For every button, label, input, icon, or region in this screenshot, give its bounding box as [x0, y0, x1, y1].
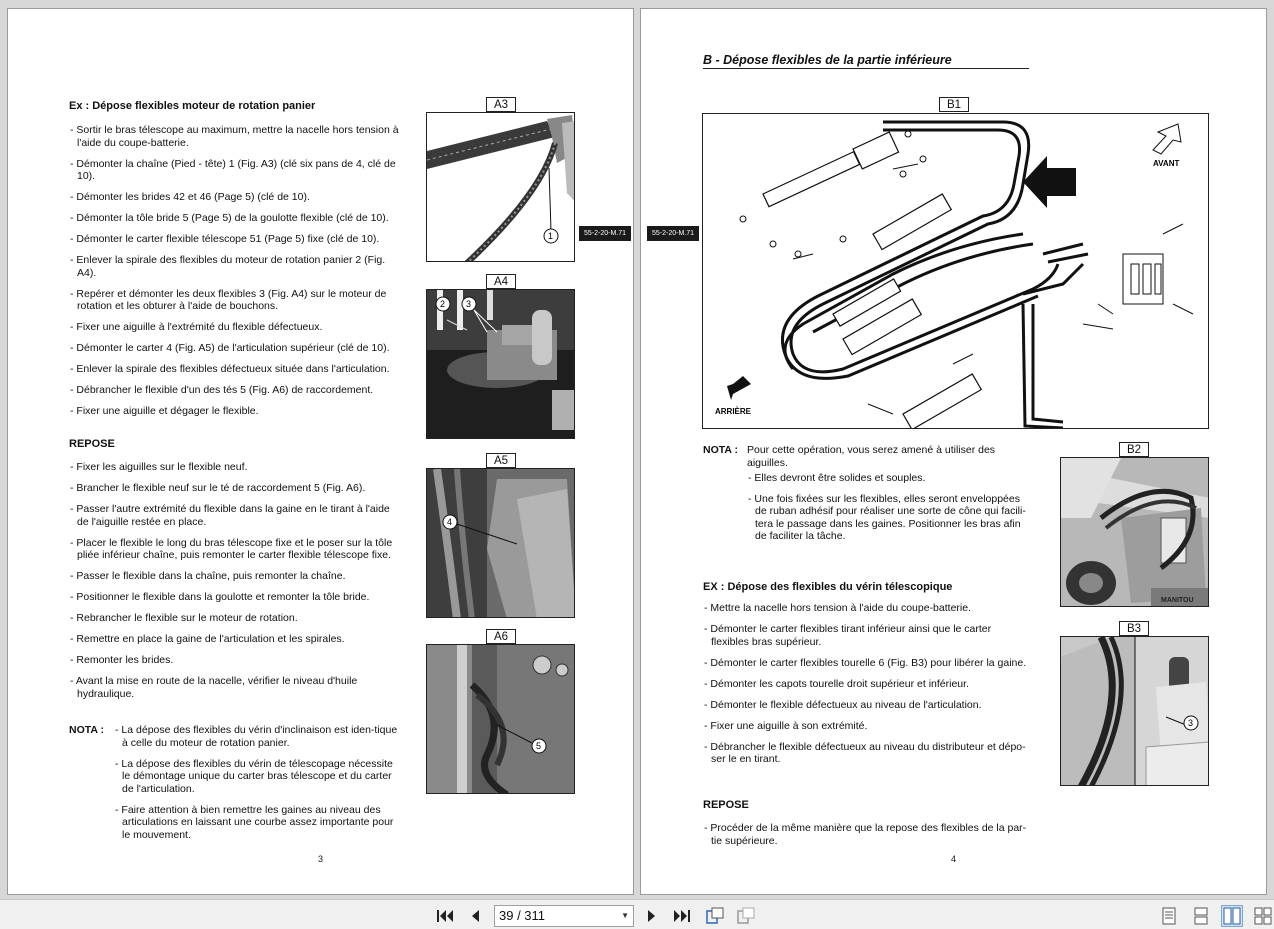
- repose-step-item: - Placer le flexible le long du bras télescope fixe et le poser sur la tôle pliée inférieur chaîne, puis remonter le carter flexible télescope fixe.: [69, 537, 399, 562]
- reference-tag-right: 55-2-20-M.71: [647, 226, 699, 241]
- chevron-down-icon[interactable]: ▼: [621, 911, 629, 920]
- step-item: - Fixer une aiguille à l'extrémité du flexible défectueux.: [69, 321, 399, 334]
- previous-page-icon: [468, 908, 482, 924]
- figure-a5: [426, 468, 575, 618]
- callout-a3-1: 1: [548, 231, 554, 241]
- nota-item: - La dépose des flexibles du vérin de télescopage nécessite le démontage unique du carter bras télescope et du carter de l'articulation.: [114, 758, 399, 796]
- page-right: [640, 8, 1267, 895]
- step-item: - Démonter la chaîne (Pied - tête) 1 (Fig. A3) (clé six pans de 4, clé de 10).: [69, 158, 399, 183]
- page-number-right: 4: [951, 854, 957, 864]
- figure-label-a5: A5: [486, 453, 516, 468]
- step-item: - Fixer une aiguille à son extrémité.: [703, 720, 1031, 733]
- nota-item: - Elles devront être solides et souples.: [747, 472, 1029, 485]
- right-nota: [703, 444, 1029, 554]
- repose-step-item: - Passer l'autre extrémité du flexible dans la gaine en le tirant à l'aide de l'aiguille restée en place.: [69, 503, 399, 528]
- callout-a6-5: 5: [536, 741, 542, 751]
- step-item: - Démonter le carter flexibles tourelle 6 (Fig. B3) pour libérer la gaine.: [703, 657, 1031, 670]
- right-heading: EX : Dépose des flexibles du vérin télescopique: [703, 581, 953, 593]
- left-repose-heading: REPOSE: [69, 438, 115, 450]
- callout-a5-4: 4: [447, 517, 453, 527]
- step-item: - Sortir le bras télescope au maximum, mettre la nacelle hors tension à l'aide du coupe-batterie.: [69, 124, 399, 149]
- step-item: - Débrancher le flexible défectueux au niveau du distributeur et dépo-ser le en tirant.: [703, 741, 1031, 766]
- step-item: - Démonter le carter flexibles tirant inférieur ainsi que le carter flexibles bras supérieur.: [703, 623, 1031, 648]
- figure-a4: [426, 289, 575, 439]
- brand-text: MANITOU: [1161, 597, 1194, 604]
- rotate-right-icon: [736, 907, 756, 925]
- step-item: - Démonter le flexible défectueux au niveau de l'articulation.: [703, 699, 1031, 712]
- rear-label: ARRIÈRE: [715, 407, 752, 416]
- figure-label-a4: A4: [486, 274, 516, 289]
- step-item: - Mettre la nacelle hors tension à l'aide du coupe-batterie.: [703, 602, 1031, 615]
- figure-b1: [702, 113, 1209, 429]
- step-item: - Démonter les brides 42 et 46 (Page 5) (clé de 10).: [69, 191, 399, 204]
- left-steps-list: [69, 124, 399, 418]
- step-item: - Fixer une aiguille et dégager le flexible.: [69, 405, 399, 418]
- previous-page-button[interactable]: [465, 906, 485, 926]
- callout-a4-2: 2: [440, 299, 446, 309]
- repose-step-item: - Remettre en place la gaine de l'articulation et les spirales.: [69, 633, 399, 646]
- repose-step-item: - Positionner le flexible dans la goulotte et remonter la tôle bride.: [69, 591, 399, 604]
- two-page-icon: [1223, 907, 1241, 925]
- repose-step-item: - Brancher le flexible neuf sur le té de raccordement 5 (Fig. A6).: [69, 482, 399, 495]
- page-left: [7, 8, 634, 895]
- repose-step-item: - Rebrancher le flexible sur le moteur de rotation.: [69, 612, 399, 625]
- step-item: - Repérer et démonter les deux flexibles 3 (Fig. A4) sur le moteur de rotation et les obturer à l'aide de bouchons.: [69, 288, 399, 313]
- callout-b3-3: 3: [1188, 718, 1194, 728]
- figure-label-b3: B3: [1119, 621, 1149, 636]
- figure-b2: [1060, 457, 1209, 607]
- right-repose-heading: REPOSE: [703, 799, 749, 811]
- right-nota-intro: Pour cette opération, vous serez amené à utiliser des aiguilles.: [747, 444, 996, 469]
- two-page-continuous-icon: [1254, 907, 1272, 925]
- rotate-left-button[interactable]: [705, 906, 725, 926]
- right-steps-list: [703, 602, 1031, 766]
- repose-step-item: - Fixer les aiguilles sur le flexible neuf.: [69, 461, 399, 474]
- repose-step-item: - Passer le flexible dans la chaîne, puis remonter la chaîne.: [69, 570, 399, 583]
- first-page-button[interactable]: [435, 906, 455, 926]
- step-item: - Enlever la spirale des flexibles défectueux située dans l'articulation.: [69, 363, 399, 376]
- nota-item: - Une fois fixées sur les flexibles, elles seront enveloppées de ruban adhésif pour réaliser une sorte de cône qui facili-tera le passage dans les gaines. Positionner les bras afin de faciliter la tâche.: [747, 493, 1029, 543]
- single-page-icon: [1162, 907, 1176, 925]
- left-nota: [69, 724, 399, 844]
- step-item: - Débrancher le flexible d'un des tés 5 (Fig. A6) de raccordement.: [69, 384, 399, 397]
- callout-a4-3: 3: [466, 299, 472, 309]
- figure-b3: [1060, 636, 1209, 786]
- next-page-icon: [645, 908, 659, 924]
- nota-item: - La dépose des flexibles du vérin d'inclinaison est iden-tique à celle du moteur de rotation panier.: [114, 724, 399, 749]
- left-heading: Ex : Dépose flexibles moteur de rotation panier: [69, 100, 316, 112]
- last-page-button[interactable]: [672, 906, 692, 926]
- section-title: B - Dépose flexibles de la partie inférieure: [703, 53, 1029, 69]
- continuous-view-button[interactable]: [1190, 905, 1212, 927]
- repose-step-item: - Procéder de la même manière que la repose des flexibles de la par-tie supérieure.: [703, 822, 1031, 847]
- first-page-icon: [436, 908, 454, 924]
- figure-label-a6: A6: [486, 629, 516, 644]
- page-indicator: 39 / 311: [499, 908, 546, 923]
- reference-tag: 55-2-20-M.71: [579, 226, 631, 241]
- step-item: - Démonter le carter flexible télescope 51 (Page 5) fixe (clé de 10).: [69, 233, 399, 246]
- repose-step-item: - Avant la mise en route de la nacelle, vérifier le niveau d'huile hydraulique.: [69, 675, 399, 700]
- nota-label: NOTA :: [69, 724, 104, 736]
- step-item: - Démonter la tôle bride 5 (Page 5) de la goulotte flexible (clé de 10).: [69, 212, 399, 225]
- nota-item: - Faire attention à bien remettre les gaines au niveau des articulations en laissant une courbe assez importante pour le mouvement.: [114, 804, 399, 842]
- viewer-toolbar: [0, 899, 1274, 929]
- figure-label-b1: B1: [939, 97, 969, 112]
- repose-step-item: - Remonter les brides.: [69, 654, 399, 667]
- left-repose-list: [69, 461, 399, 700]
- single-page-view-button[interactable]: [1158, 905, 1180, 927]
- figure-label-b2: B2: [1119, 442, 1149, 457]
- right-repose-list: [703, 822, 1031, 847]
- two-page-view-button[interactable]: [1221, 905, 1243, 927]
- step-item: - Démonter les capots tourelle droit supérieur et inférieur.: [703, 678, 1031, 691]
- rotate-left-icon: [705, 907, 725, 925]
- front-label: AVANT: [1153, 159, 1180, 168]
- figure-a6: [426, 644, 575, 794]
- page-number: 3: [318, 854, 324, 864]
- step-item: - Enlever la spirale des flexibles du moteur de rotation panier 2 (Fig. A4).: [69, 254, 399, 279]
- figure-label-a3: A3: [486, 97, 516, 112]
- last-page-icon: [673, 908, 691, 924]
- next-page-button[interactable]: [642, 906, 662, 926]
- step-item: - Démonter le carter 4 (Fig. A5) de l'articulation supérieur (clé de 10).: [69, 342, 399, 355]
- right-nota-list: [747, 472, 1029, 543]
- left-nota-list: [114, 724, 399, 841]
- two-page-continuous-view-button[interactable]: [1252, 905, 1274, 927]
- rotate-right-button[interactable]: [736, 906, 756, 926]
- figure-a3: [426, 112, 575, 262]
- page-number-input[interactable]: [494, 905, 634, 927]
- continuous-page-icon: [1194, 907, 1208, 925]
- right-nota-label: NOTA :: [703, 444, 738, 456]
